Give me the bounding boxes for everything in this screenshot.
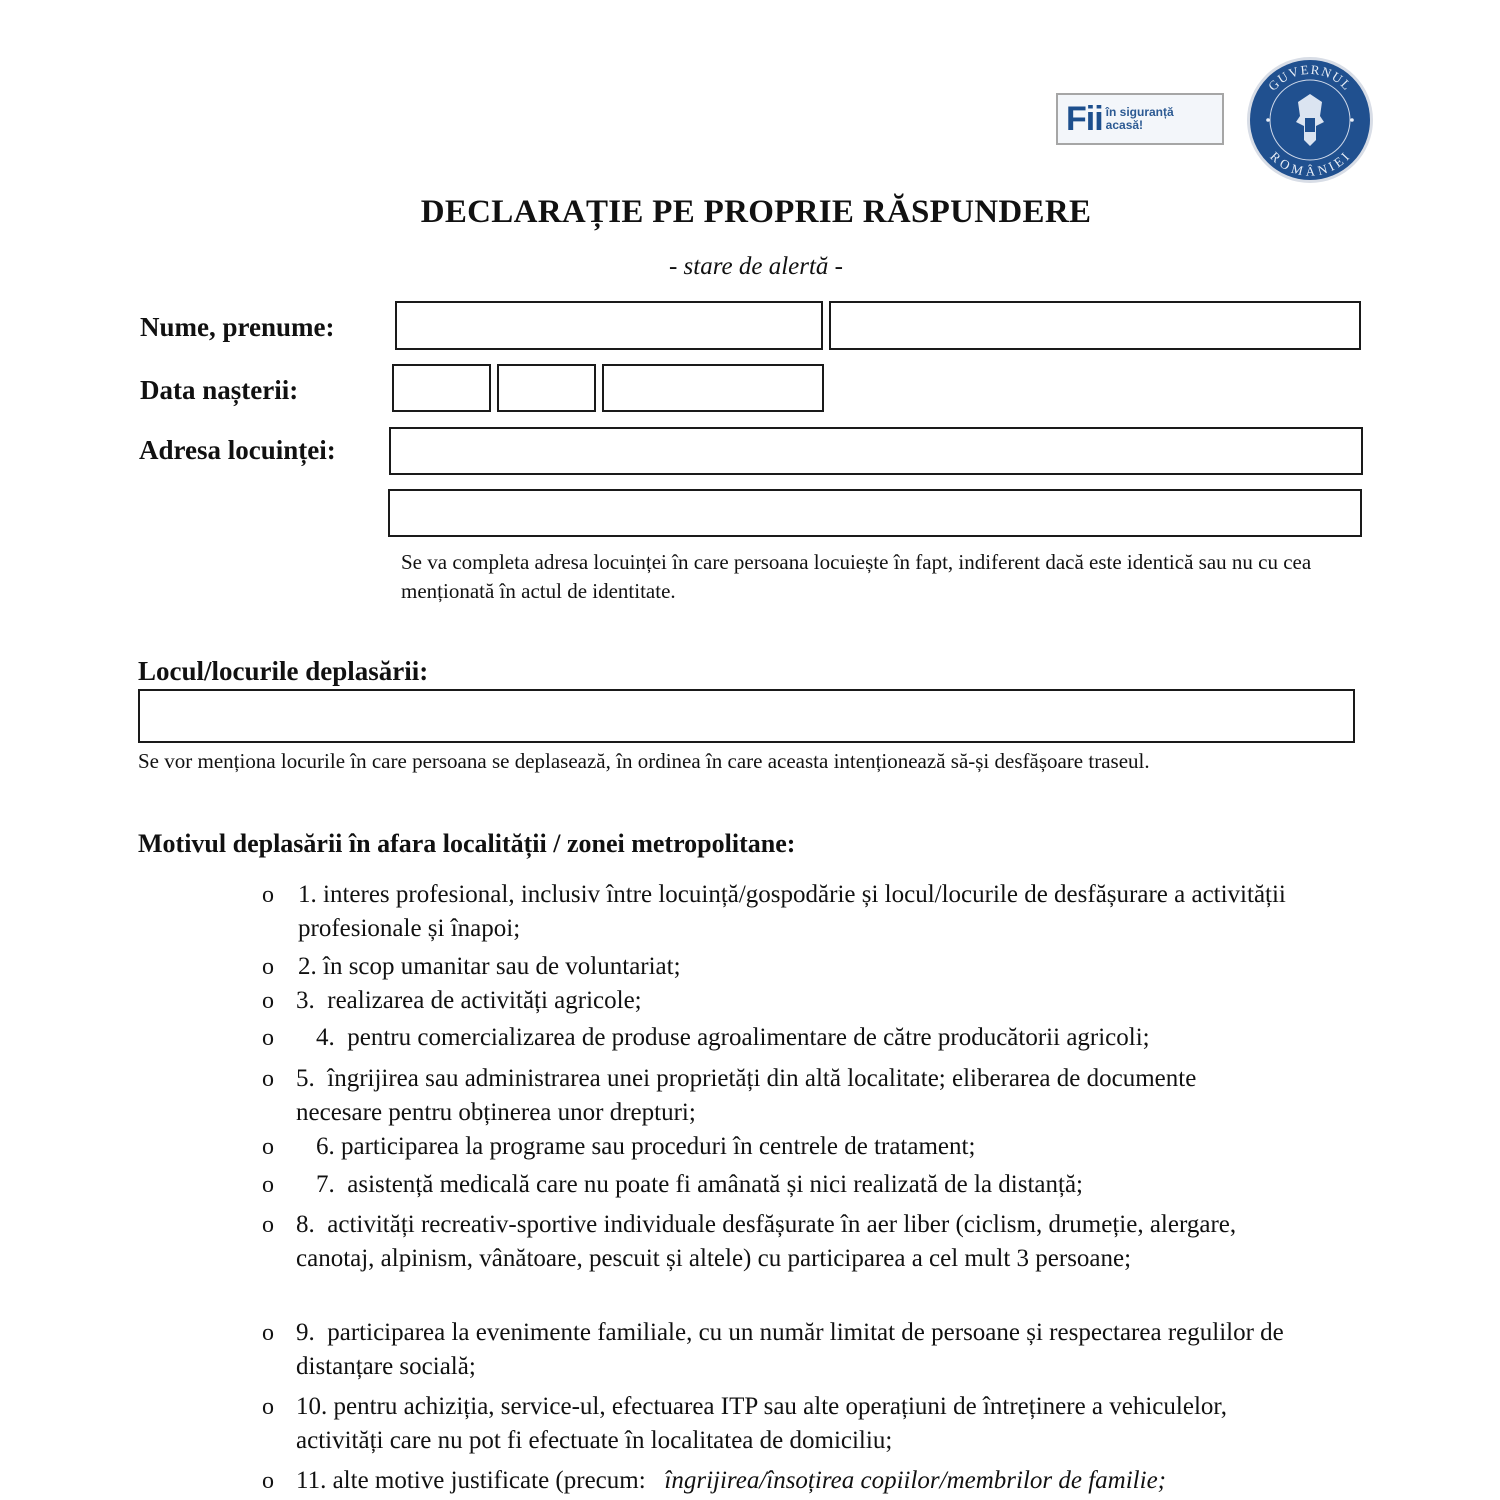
birth-date-label: Data nașterii:: [140, 375, 299, 405]
birth-year-field[interactable]: [602, 364, 824, 412]
reason-item-5[interactable]: [262, 1062, 1236, 1130]
reason-item-9[interactable]: [262, 1316, 1326, 1384]
reason-italic-examples: îngrijirea/însoțirea copiilor/membrilor de familie;: [664, 1467, 1166, 1494]
checkbox-circle-icon[interactable]: o: [262, 988, 274, 1014]
address-label: Adresa locuinței:: [139, 435, 336, 465]
checkbox-circle-icon[interactable]: o: [262, 882, 274, 908]
reason-item-10[interactable]: [262, 1390, 1256, 1458]
first-name-field[interactable]: [829, 301, 1361, 350]
reasons-heading: Motivul deplasării în afara localității / zonei metropolitane:: [138, 829, 796, 858]
address-field-line-2[interactable]: [388, 489, 1362, 537]
guvernul-romaniei-seal-icon: [1250, 60, 1370, 180]
reason-text: 11. alte motive justificate (precum: îngrijirea/însoțirea copiilor/membrilor de familie;: [296, 1467, 1166, 1494]
document-title: DECLARAȚIE PE PROPRIE RĂSPUNDERE: [420, 194, 1092, 230]
checkbox-circle-icon[interactable]: o: [262, 954, 274, 980]
destination-field[interactable]: [138, 689, 1355, 743]
logo-fii-text: Fii: [1066, 99, 1103, 138]
reason-text: 9. participarea la evenimente familiale, cu un număr limitat de persoane și respectarea regulilor de distanțare socială;: [296, 1319, 1284, 1380]
checkbox-circle-icon[interactable]: o: [262, 1025, 274, 1051]
checkbox-circle-icon[interactable]: o: [262, 1320, 274, 1346]
reason-text: 5. îngrijirea sau administrarea unei proprietăți din altă localitate; eliberarea de documente necesare pentru obținerea unor drepturi;: [296, 1065, 1197, 1126]
reason-text: 8. activități recreativ-sportive individuale desfășurate în aer liber (ciclism, drumeție, alergare, canotaj, alpinism, vânătoare, pescuit și altele) cu participarea a cel mult 3 persoane;: [296, 1211, 1237, 1272]
checkbox-circle-icon[interactable]: o: [262, 1134, 274, 1160]
reason-item-11[interactable]: [262, 1464, 1356, 1498]
logo-fii-tagline: [1106, 106, 1174, 132]
destination-note: Se vor menționa locurile în care persoana se deplasează, în ordinea în care aceasta intenționează să-și desfășoare traseul.: [138, 749, 1150, 773]
reason-text: 10. pentru achiziția, service-ul, efectuarea ITP sau alte operațiuni de întreținere a vehiculelor, activități care nu pot fi efectuate în localitatea de domiciliu;: [296, 1393, 1227, 1454]
checkbox-circle-icon[interactable]: o: [262, 1212, 274, 1238]
address-note: Se va completa adresa locuinței în care persoana locuiește în fapt, indiferent dacă este identică sau nu cu cea menționată în actul de identitate.: [401, 550, 1312, 603]
birth-day-field[interactable]: [392, 364, 491, 412]
reason-text: 7. asistență medicală care nu poate fi amânată și nici realizată de la distanță;: [316, 1171, 1084, 1198]
destination-label: Locul/locurile deplasării:: [138, 656, 429, 686]
reason-item-1[interactable]: [262, 878, 1358, 946]
checkbox-circle-icon[interactable]: o: [262, 1468, 274, 1494]
reason-text: 6. participarea la programe sau proceduri în centrele de tratament;: [316, 1133, 976, 1160]
address-field-line-1[interactable]: [389, 427, 1363, 475]
name-label: Nume, prenume:: [140, 312, 335, 342]
logo-fii-tagline-2: acasă!: [1105, 118, 1144, 132]
reason-text: 3. realizarea de activități agricole;: [296, 987, 642, 1014]
reason-text: 2. în scop umanitar sau de voluntariat;: [298, 953, 681, 980]
checkbox-circle-icon[interactable]: o: [262, 1394, 274, 1420]
svg-text:ROMÂNIEI: ROMÂNIEI: [1267, 148, 1354, 179]
coat-of-arms-icon: [1250, 60, 1370, 180]
reason-text: 4. pentru comercializarea de produse agroalimentare de către producătorii agricoli;: [316, 1024, 1150, 1051]
checkbox-circle-icon[interactable]: o: [262, 1066, 274, 1092]
document-subtitle: - stare de alertă -: [668, 253, 844, 280]
reason-item-6[interactable]: [262, 1130, 1376, 1164]
reason-item-2[interactable]: [262, 950, 1358, 984]
checkbox-circle-icon[interactable]: o: [262, 1172, 274, 1198]
birth-month-field[interactable]: [497, 364, 596, 412]
last-name-field[interactable]: [395, 301, 823, 350]
reason-item-3[interactable]: [262, 984, 1356, 1018]
reason-item-7[interactable]: [262, 1168, 1376, 1202]
svg-text:GUVERNUL: GUVERNUL: [1264, 61, 1356, 94]
logo-fii-tagline-1: în siguranță: [1105, 105, 1174, 119]
reason-item-8[interactable]: [262, 1208, 1306, 1276]
fii-in-siguranta-logo: [1056, 93, 1224, 145]
reason-item-4[interactable]: [262, 1021, 1376, 1055]
reason-text: 1. interes profesional, inclusiv între locuință/gospodărie și locul/locurile de desfășurare a activității profesionale și înapoi;: [298, 881, 1286, 942]
